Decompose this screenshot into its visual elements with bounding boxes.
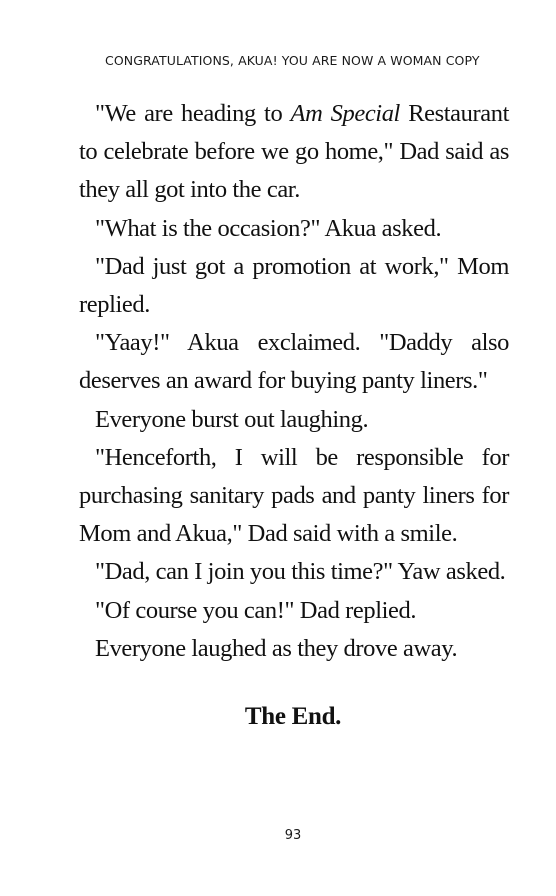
page-number: 93	[284, 828, 302, 843]
paragraph-yaw: "Dad, can I join you this time?" Yaw asked.	[95, 558, 506, 586]
restaurant-name: Am Special	[290, 100, 400, 127]
the-end-heading: The End.	[244, 703, 342, 730]
running-header: CONGRATULATIONS, AKUA! YOU ARE NOW A WOMAN COPY	[105, 53, 480, 68]
story-text	[79, 95, 509, 668]
paragraph-occasion: "What is the occasion?" Akua asked.	[95, 214, 442, 242]
paragraph-drove-away: Everyone laughed as they drove away.	[95, 634, 458, 662]
paragraph-yaay: "Yaay!" Akua exclaimed. "Daddy also deserves an award for buying panty liners."	[79, 329, 509, 395]
paragraph-restaurant-end: Restaurant to celebrate before we go home," Dad said as they all got into the car.	[79, 100, 509, 204]
paragraph-restaurant	[79, 95, 509, 210]
paragraph-promotion: "Dad just got a promotion at work," Mom replied.	[79, 252, 509, 319]
paragraph-laughing: Everyone burst out laughing.	[95, 405, 369, 433]
paragraph-of-course: "Of course you can!" Dad replied.	[95, 596, 417, 624]
paragraph-restaurant-start: "We are heading to	[95, 100, 291, 127]
paragraph-henceforth: "Henceforth, I will be responsible for purchasing sanitary pads and panty liners for Mom and Akua," Dad said with a smile.	[79, 443, 509, 548]
